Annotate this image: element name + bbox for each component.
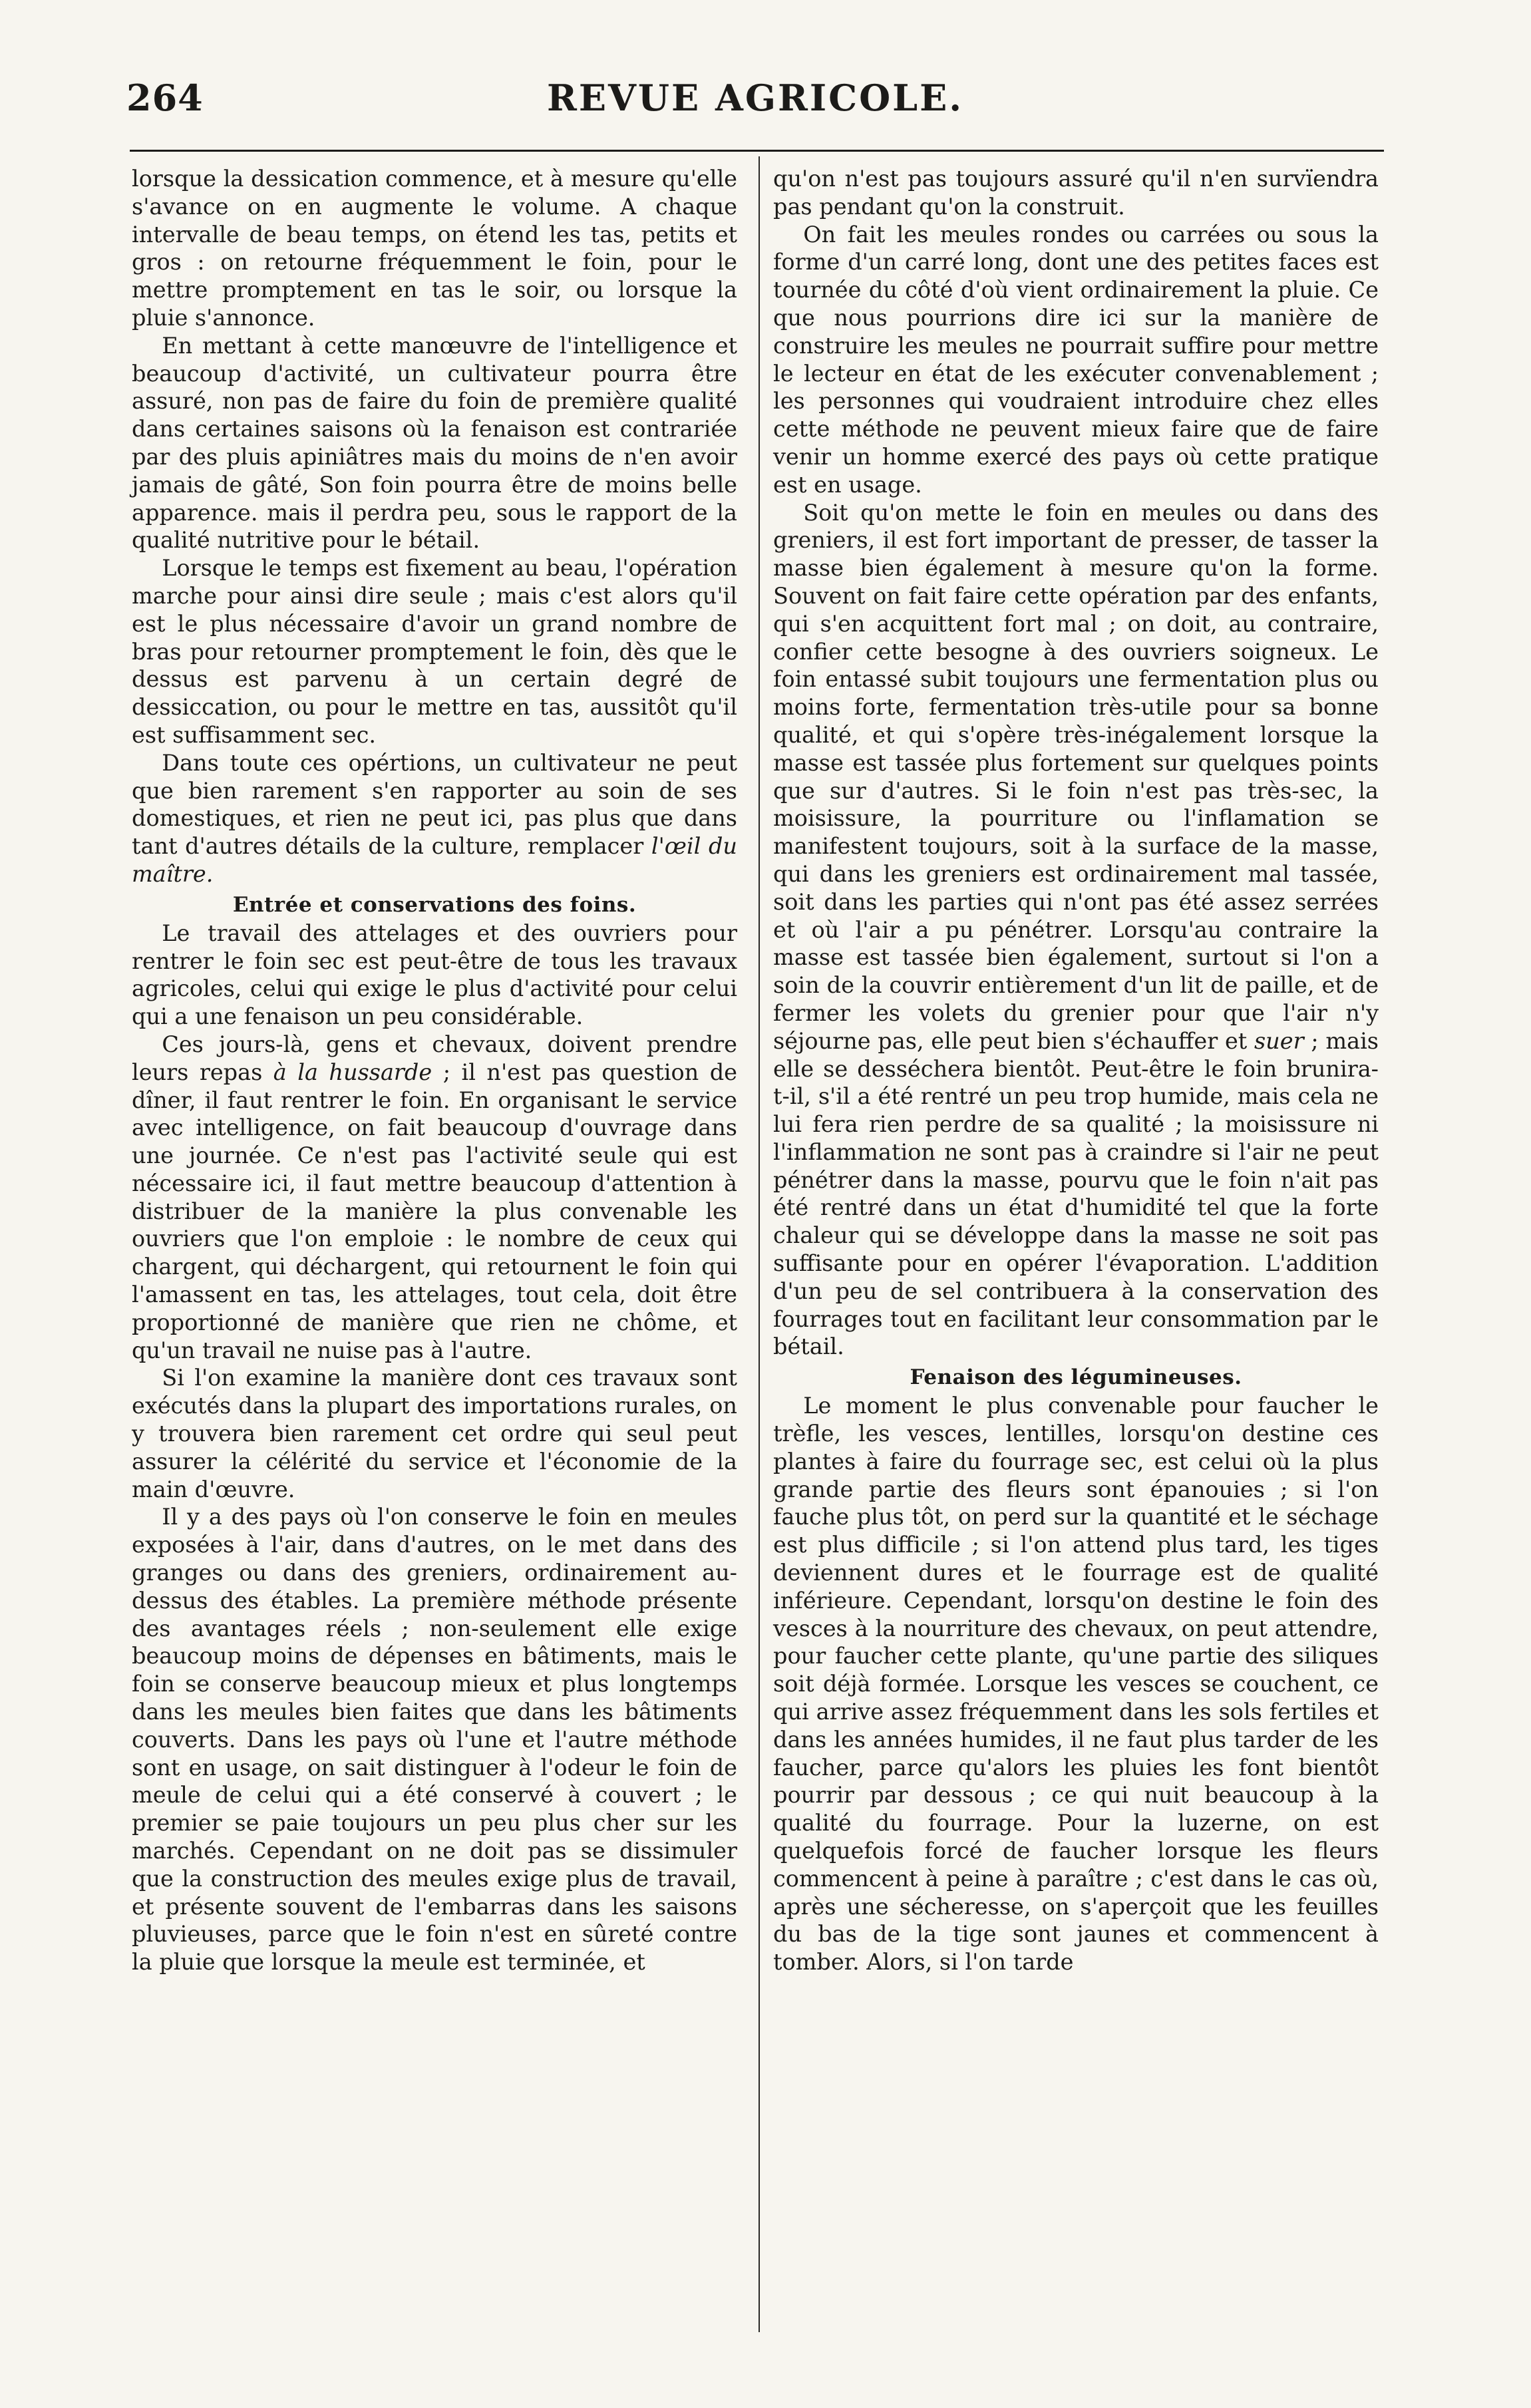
paragraph: Si l'on examine la manière dont ces travaux sont exécutés dans la plupart des importations rurales, on y trouvera bien rarement cet ordre qui seul peut assurer la célérité du service et l'économie de la main d'œuvre.: [132, 1365, 737, 1502]
paragraph: lorsque la dessication commence, et à mesure qu'elle s'avance on en augmente le volume. A chaque intervalle de beau temps, on étend les tas, petits et gros : on retourne fréquemment le foin, pour le mettre promptement en tas le soir, ou lorsque la pluie s'annonce.: [132, 166, 737, 331]
section-heading: Entrée et conservations des foins.: [232, 892, 637, 917]
paragraph: qu'on n'est pas toujours assuré qu'il n'en survïendra pas pendant qu'on la construit.: [773, 166, 1379, 220]
paragraph: En mettant à cette manœuvre de l'intelligence et beaucoup d'activité, un cultivateur pourra être assuré, non pas de faire du foin de première qualité dans certaines saisons où la fenaison est contrariée par des pluis apiniâtres mais du moins de n'en avoir jamais de gâté, Son foin pourra être de moins belle apparence. mais il perdra peu, sous le rapport de la qualité nutritive pour le bétail.: [132, 332, 737, 554]
text-run: Ces jours-là, gens et chevaux, doivent prendre leurs repas: [132, 1031, 737, 1085]
paragraph: On fait les meules rondes ou carrées ou sous la forme d'un carré long, dont une des petites faces est tournée du côté d'où vient ordinairement la pluie. Ce que nous pourrions dire ici sur la manière de construire les meules ne pourrait suffire pour mettre le lecteur en état de les exécuter convenablement ; les personnes qui voudraient introduire chez elles cette méthode ne peuvent mieux faire que de faire venir un homme exercé des pays où cette pratique est en usage.: [773, 221, 1379, 498]
section-heading: Fenaison des légumineuses.: [910, 1365, 1242, 1390]
paragraph: Il y a des pays où l'on conserve le foin en meules exposées à l'air, dans d'autres, on le met dans des granges ou dans des greniers, ordinairement au-dessus des étables. La première méthode présente des avantages réels ; non-seulement elle exige beaucoup moins de dépenses en bâtiments, mais le foin se conserve beaucoup mieux et plus longtemps dans les meules bien faites que dans les bâtiments couverts. Dans les pays où l'une et l'autre méthode sont en usage, on sait distinguer à l'odeur le foin de meule de celui qui a été conservé à couvert ; le premier se paie toujours un peu plus cher sur les marchés. Cependant on ne doit pas se dissimuler que la construction des meules exige plus de travail, et présente souvent de l'embarras dans les saisons pluvieuses, parce que le foin n'est en sûreté contre la pluie que lorsque la meule est terminée, et: [132, 1504, 737, 1976]
text-run: Soit qu'on mette le foin en meules ou dans des greniers, il est fort important de presser, de tasser la masse bien également à mesure qu'on la forme. Souvent on fait faire cette opération par des enfants, qui s'en acquittent fort mal ; on doit, au contraire, confier cette besogne à des ouvriers soigneux. Le foin entassé subit toujours une fermentation plus ou moins forte, fermentation très-utile pour sa bonne qualité, et qui s'opère très-inégalement lorsque la masse est tassée plus fortement sur quelques points que sur d'autres. Si le foin n'est pas très-sec, la moisissure, la pourriture ou l'inflamation se manifestent toujours, soit à la surface de la masse, qui dans les greniers est ordinairement mal tassée, soit dans les parties qui n'ont pas été assez serrées et où l'air a pu pénétrer. Lorsqu'au contraire la masse est tassée bien également, surtout si l'on a soin de la couvrir entièrement d'un lit de paille, et de fermer les volets du grenier pour que l'air n'y séjourne pas, elle peut bien s'échauffer et: [773, 499, 1379, 1054]
paragraph: [773, 499, 1379, 1361]
italic-phrase: l'œil du maître.: [132, 833, 737, 887]
text-run: ; il n'est pas question de dîner, il faut rentrer le foin. En organisant le service avec intelligence, on fait beaucoup d'ouvrage dans une journée. Ce n'est pas l'activité seule qui est nécessaire ici, il faut mettre beaucoup d'attention à distribuer de la manière la plus convenable les ouvriers que l'on emploie : le nombre de ceux qui chargent, qui déchargent, qui retournent le foin qui l'amassent en tas, les attelages, tout cela, doit être proportionné de manière que rien ne chôme, et qu'un travail ne nuise pas à l'autre.: [132, 1059, 737, 1363]
text-run: Dans toute ces opértions, un cultivateur ne peut que bien rarement s'en rapporter au soin de ses domestiques, et rien ne peut ici, pas plus que dans tant d'autres détails de la culture, remplacer: [132, 749, 737, 860]
paragraph: [132, 749, 737, 888]
running-title: REVUE AGRICOLE.: [546, 77, 964, 119]
italic-phrase: à la hussarde: [273, 1059, 432, 1085]
italic-phrase: suer: [1254, 1027, 1304, 1054]
column-divider: [759, 156, 760, 2332]
header-rule: [130, 150, 1384, 152]
paragraph: Lorsque le temps est fixement au beau, l'opération marche pour ainsi dire seule ; mais c'est alors qu'il est le plus nécessaire d'avoir un grand nombre de bras pour retourner promptement le foin, dès que le dessus est parvenu à un certain degré de dessiccation, ou pour le mettre en tas, aussitôt qu'il est suffisamment sec.: [132, 555, 737, 748]
left-column: [132, 165, 737, 1976]
page-number: 264: [126, 77, 204, 119]
page-header: [126, 77, 1384, 130]
paragraph: Le travail des attelages et des ouvriers pour rentrer le foin sec est peut-être de tous les travaux agricoles, celui qui exige le plus d'activité pour celui qui a une fenaison un peu considérable.: [132, 920, 737, 1030]
text-run: ; mais elle se desséchera bientôt. Peut-être le foin brunira-t-il, s'il a été rentré un peu trop humide, mais cela ne lui fera rien perdre de sa qualité ; la moisissure ni l'inflammation ne sont pas à craindre si l'air ne peut pénétrer dans la masse, pourvu que le foin n'ait pas été rentré dans un état d'humidité tel que la forte chaleur qui se développe dans la masse ne soit pas suffisante pour en opérer l'évaporation. L'addition d'un peu de sel contribuera à la conservation des fourrages tout en facilitant leur consommation par le bétail.: [773, 1027, 1379, 1360]
paragraph: [132, 1031, 737, 1365]
paragraph: Le moment le plus convenable pour faucher le trèfle, les vesces, lentilles, lorsqu'on destine ces plantes à faire du fourrage sec, est celui où la plus grande partie des fleurs sont épanouies ; si l'on fauche plus tôt, on perd sur la quantité et le séchage est plus difficile ; si l'on attend plus tard, les tiges deviennent dures et le fourrage est de qualité inférieure. Cependant, lorsqu'on destine le foin des vesces à la nourriture des chevaux, on peut attendre, pour faucher cette plante, qu'une partie des siliques soit déjà formée. Lorsque les vesces se couchent, ce qui arrive assez fréquemment dans les sols fertiles et dans les années humides, il ne faut plus tarder de les faucher, parce qu'alors les pluies les font bientôt pourrir par dessous ; ce qui nuit beaucoup à la qualité du fourrage. Pour la luzerne, on est quelquefois forcé de faucher lorsque les fleurs commencent à peine à paraître ; c'est dans le cas où, après une sécheresse, on s'aperçoit que les feuilles du bas de la tige sont jaunes et commencent à tomber. Alors, si l'on tarde: [773, 1393, 1379, 1976]
right-column: [773, 165, 1379, 1976]
